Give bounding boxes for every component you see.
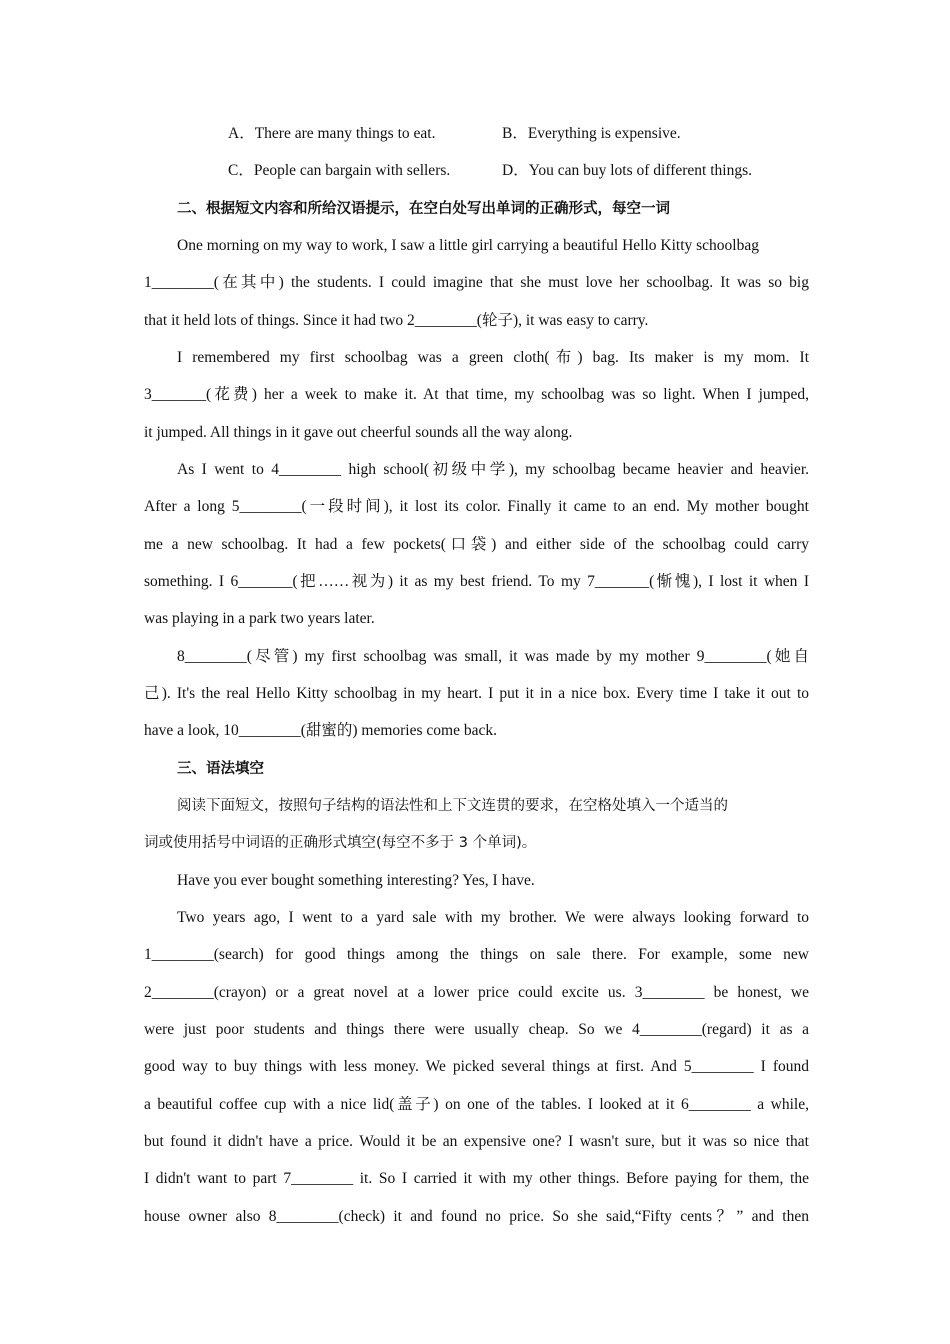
s2-p2-line: I remembered my first schoolbag was a green cloth(布) bag. Its maker is my mom. It bbox=[177, 349, 809, 366]
section2-heading: 二、根据短文内容和所给汉语提示，在空白处写出单词的正确形式，每空一词 bbox=[177, 201, 670, 217]
s3-p2-line: 1________(search) for good things among the things on sale there. For example, some new bbox=[144, 946, 809, 963]
s2-p1-line: 1________(在其中) the students. I could imagine that she must love her schoolbag. It was so big bbox=[144, 274, 809, 291]
s2-p3-line: was playing in a park two years later. bbox=[144, 610, 375, 627]
s3-p2-line: good way to buy things with less money. We picked several things at first. And 5________ I found bbox=[144, 1058, 809, 1075]
option-b: B．Everything is expensive. bbox=[502, 125, 681, 142]
s3-p2-line: I didn't want to part 7________ it. So I carried it with my other things. Before paying for them, the bbox=[144, 1170, 809, 1187]
s2-p2-line: 3_______(花费) her a week to make it. At that time, my schoolbag was so light. When I jumped, bbox=[144, 386, 809, 403]
section3-heading: 三、语法填空 bbox=[177, 761, 264, 777]
s3-instructions-line: 阅读下面短文，按照句子结构的语法性和上下文连贯的要求，在空格处填入一个适当的 bbox=[177, 798, 728, 814]
option-d: D．You can buy lots of different things. bbox=[502, 162, 752, 179]
s2-p4-line: have a look, 10________(甜蜜的) memories come back. bbox=[144, 722, 497, 739]
s2-p4-line: 8________(尽管) my first schoolbag was small, it was made by my mother 9________(她自 bbox=[177, 648, 809, 665]
s2-p1-line: that it held lots of things. Since it had two 2________(轮子), it was easy to carry. bbox=[144, 312, 649, 329]
option-a: A．There are many things to eat. bbox=[228, 125, 436, 142]
s3-p2-line: a beautiful coffee cup with a nice lid(盖子) on one of the tables. I looked at it 6________ a while, bbox=[144, 1096, 809, 1113]
s3-p2-line: were just poor students and things there were usually cheap. So we 4________(regard) it as a bbox=[144, 1021, 809, 1038]
s2-p2-line: it jumped. All things in it gave out cheerful sounds all the way along. bbox=[144, 424, 573, 441]
s2-p3-line: After a long 5________(一段时间), it lost its color. Finally it came to an end. My mother bought bbox=[144, 498, 809, 515]
s3-instructions-line: 词或使用括号中词语的正确形式填空(每空不多于 3 个单词)。 bbox=[144, 835, 537, 851]
s2-p4-line: 己). It's the real Hello Kitty schoolbag in my heart. I put it in a nice box. Every time I take it out to bbox=[144, 685, 809, 702]
s2-p3-line: something. I 6_______(把……视为) it as my best friend. To my 7_______(惭愧), I lost it when I bbox=[144, 573, 809, 590]
s2-p3-line: me a new schoolbag. It had a few pockets(口袋) and either side of the schoolbag could carry bbox=[144, 536, 809, 553]
s2-p3-line: As I went to 4________ high school(初级中学), my schoolbag became heavier and heavier. bbox=[177, 461, 809, 478]
s3-p1: Have you ever bought something interesting? Yes, I have. bbox=[177, 872, 535, 889]
s3-p2-line: but found it didn't have a price. Would it be an expensive one? I wasn't sure, but it was so nice that bbox=[144, 1133, 809, 1150]
s3-p2-line: 2________(crayon) or a great novel at a lower price could excite us. 3________ be honest, we bbox=[144, 984, 809, 1001]
s3-p2-line: Two years ago, I went to a yard sale with my brother. We were always looking forward to bbox=[177, 909, 809, 926]
s3-p2-line: house owner also 8________(check) it and found no price. So she said,“Fifty cents？” and then bbox=[144, 1208, 809, 1225]
s2-p1-line: One morning on my way to work, I saw a little girl carrying a beautiful Hello Kitty schoolbag bbox=[177, 237, 759, 254]
option-c: C．People can bargain with sellers. bbox=[228, 162, 451, 179]
